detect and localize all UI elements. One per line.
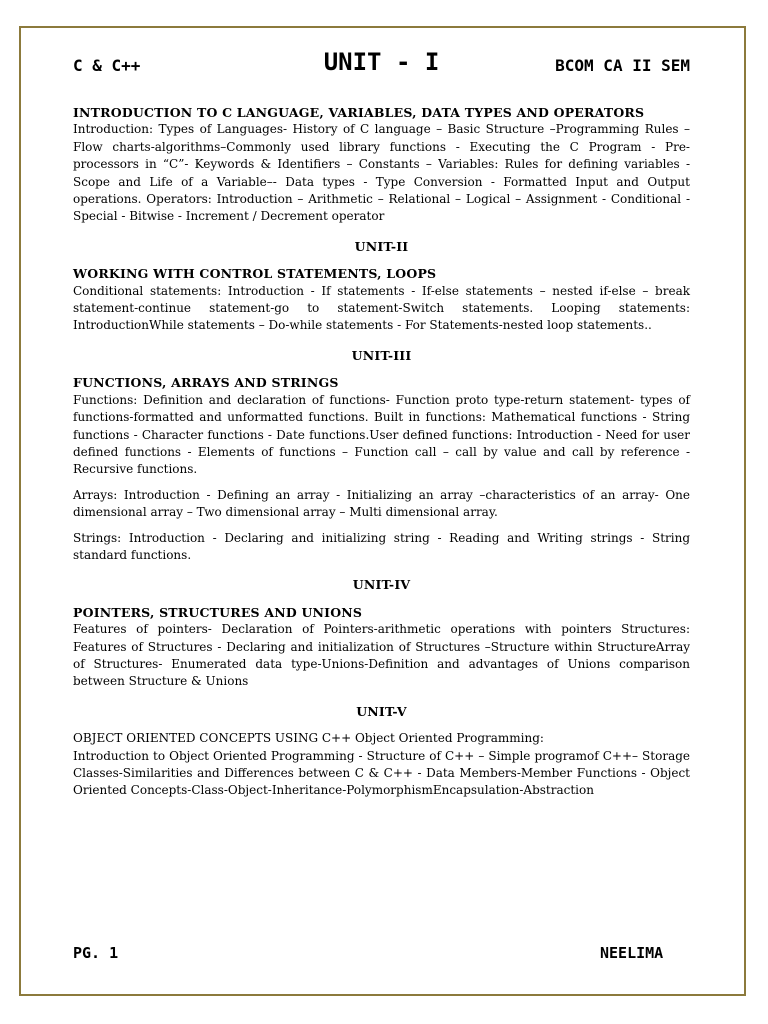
header-course: BCOM CA II SEM [555, 56, 690, 75]
syllabus-content [73, 104, 690, 812]
unit-5-section [73, 703, 690, 800]
header-unit-title: UNIT - I [323, 48, 440, 76]
unit-3-title: FUNCTIONS, ARRAYS AND STRINGS [73, 375, 339, 391]
unit-4-paragraph: Features of pointers- Declaration of Pointers-arithmetic operations with pointers Structures: Features of Structures - Declaring and initialization of Structures –Structure within StructureArray of Structures- Enumerated data type-Unions-Definition and advantages of Unions comparison between Structure & Unions [73, 622, 690, 689]
footer-author: NEELIMA [600, 944, 664, 962]
unit-2-heading: UNIT-II [354, 238, 409, 254]
unit-5-heading: UNIT-V [356, 703, 407, 719]
unit-4-title: POINTERS, STRUCTURES AND UNIONS [73, 604, 363, 620]
header-subject: C & C++ [73, 56, 141, 75]
unit-2-section [73, 238, 690, 335]
unit-1-title: INTRODUCTION TO C LANGUAGE, VARIABLES, DATA TYPES AND OPERATORS [73, 105, 645, 120]
unit-3-section [73, 347, 690, 564]
unit-4-heading: UNIT-IV [352, 577, 411, 593]
unit-1-section [73, 104, 690, 226]
unit-4-section [73, 576, 690, 690]
footer-page-number: PG. 1 [73, 944, 119, 962]
unit-1-paragraph: Introduction: Types of Languages- History of C language – Basic Structure –Programming Rules – Flow charts-algorithms–Commonly used library functions - Executing the C Program - Pre-processors in “C”- Keywords & Identifiers – Constants – Variables: Rules for defining variables - Scope and Life of a Variable–- Data types - Type Conversion - Formatted Input and Output operations. Operators: Introduction – Arithmetic – Relational – Logical – Assignment - Conditional - Special - Bitwise - Increment / Decrement operator [73, 122, 690, 224]
unit-5-title: OBJECT ORIENTED CONCEPTS USING C++ Object Oriented Programming: [73, 731, 544, 746]
unit-3-paragraph-strings: Strings: Introduction - Declaring and initializing string - Reading and Writing strings - String standard functions. [73, 530, 690, 562]
unit-2-paragraph: Conditional statements: Introduction - If statements - If-else statements – nested if-else – break statement-continue statement-go to statement-Switch statements. Looping statements: IntroductionWhile statements – Do-while statements - For Statements-nested loop statements.. [73, 283, 690, 333]
unit-3-paragraph-arrays: Arrays: Introduction - Defining an array - Initializing an array –characteristics of an array- One dimensional array – Two dimensional array – Multi dimensional array. [73, 487, 690, 520]
unit-3-heading: UNIT-III [351, 347, 412, 363]
unit-2-title: WORKING WITH CONTROL STATEMENTS, LOOPS [73, 266, 437, 282]
page-header [73, 48, 690, 84]
unit-5-paragraph: Introduction to Object Oriented Programming - Structure of C++ – Simple programof C++– Storage Classes-Similarities and Differences between C & C++ - Data Members-Member Functions - Object Oriented Concepts-Class-Object-Inheritance-PolymorphismEncapsulation-Abstraction [73, 748, 690, 798]
unit-3-paragraph-functions: Functions: Definition and declaration of functions- Function proto type-return statement- types of functions-formatted and unformatted functions. Built in functions: Mathematical functions - String functions - Character functions - Date functions.User defined functions: Introduction - Need for user defined functions - Elements of functions – Function call – call by value and call by reference - Recursive functions. [73, 392, 690, 477]
